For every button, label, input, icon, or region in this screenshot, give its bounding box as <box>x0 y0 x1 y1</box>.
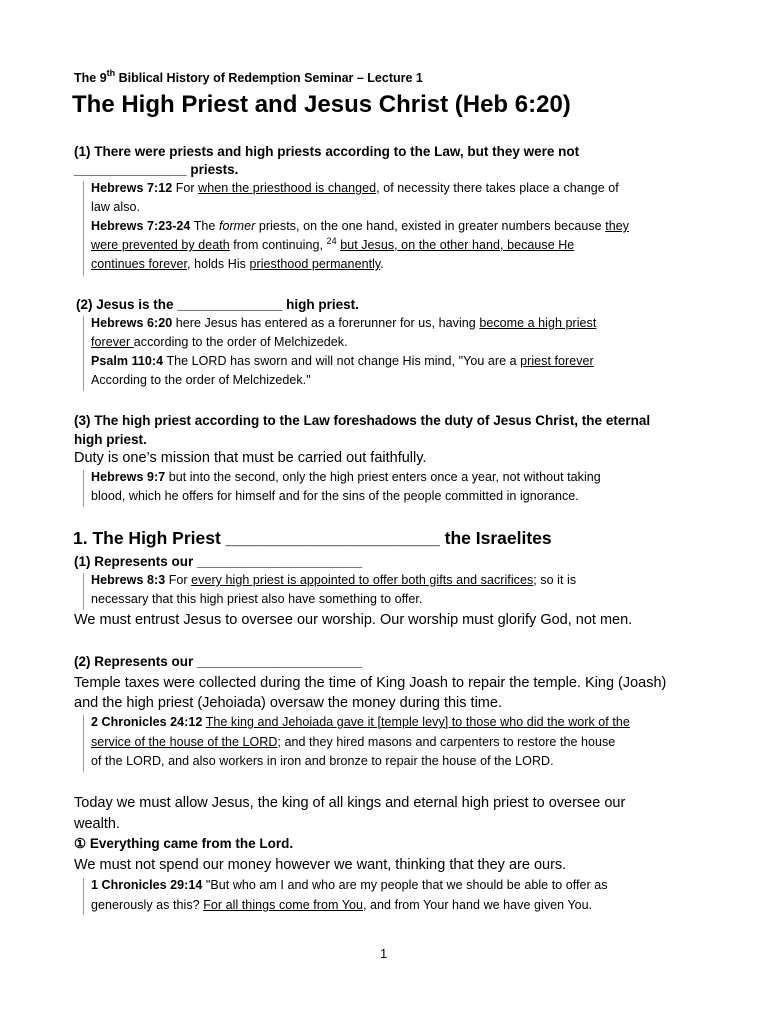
verse-line: law also. <box>91 200 141 214</box>
page-number: 1 <box>380 946 388 961</box>
point1-heading-line2: _______________ priests. <box>74 162 239 177</box>
verse-line: forever according to the order of Melchizedek. <box>91 335 348 349</box>
verse-1-chronicles-29-14: 1 Chronicles 29:14 "But who am I and who are my people that we should be able to offer as <box>91 878 608 892</box>
quote-bar <box>83 573 84 610</box>
body-text: Today we must allow Jesus, the king of all kings and eternal high priest to oversee our <box>74 795 626 811</box>
point3-heading-line1: (3) The high priest according to the Law foreshadows the duty of Jesus Christ, the eternal <box>74 413 651 428</box>
page-title: The High Priest and Jesus Christ (Heb 6:20) <box>72 91 571 118</box>
sub1-heading: (1) Represents our ______________________ <box>74 554 363 569</box>
verse-line: continues forever, holds His priesthood permanently. <box>91 257 384 271</box>
numbered-point-heading: ① Everything came from the Lord. <box>74 836 294 851</box>
verse-psalm-110-4: Psalm 110:4 The LORD has sworn and will not change His mind, "You are a priest forever <box>91 354 594 368</box>
point1-heading-line1: (1) There were priests and high priests according to the Law, but they were not <box>74 144 580 159</box>
verse-line: According to the order of Melchizedek." <box>91 373 311 387</box>
quote-bar <box>83 181 84 276</box>
quote-bar <box>83 470 84 507</box>
verse-line: service of the house of the LORD; and they hired masons and carpenters to restore the house <box>91 735 616 749</box>
point3-heading-line2: high priest. <box>74 432 147 447</box>
verse-hebrews-6-20: Hebrews 6:20 here Jesus has entered as a forerunner for us, having become a high priest <box>91 316 597 330</box>
body-text: We must entrust Jesus to oversee our worship. Our worship must glorify God, not men. <box>74 612 633 628</box>
quote-bar <box>83 878 84 915</box>
point2-heading: (2) Jesus is the ______________ high priest. <box>76 297 359 312</box>
verse-2-chronicles-24-12: 2 Chronicles 24:12 The king and Jehoiada gave it [temple levy] to those who did the work of the <box>91 715 630 729</box>
verse-hebrews-7-23-24: Hebrews 7:23-24 The former priests, on the one hand, existed in greater numbers because they <box>91 219 630 233</box>
body-text: We must not spend our money however we want, thinking that they are ours. <box>74 857 567 873</box>
verse-line: were prevented by death from continuing, $^{24}$ but Jesus, on the other hand, because He <box>91 236 575 252</box>
verse-line: necessary that this high priest also have something to offer. <box>91 592 423 606</box>
body-text: and the high priest (Jehoiada) oversaw the money during this time. <box>74 695 502 711</box>
verse-hebrews-7-12: Hebrews 7:12 For when the priesthood is changed, of necessity there takes place a change of <box>91 181 619 195</box>
verse-line: generously as this? For all things come from You, and from Your hand we have given You. <box>91 898 593 912</box>
sub2-heading: (2) Represents our ______________________ <box>74 654 363 669</box>
verse-line: blood, which he offers for himself and for the sins of the people committed in ignorance. <box>91 489 579 503</box>
verse-hebrews-8-3: Hebrews 8:3 For every high priest is appointed to offer both gifts and sacrifices; so it is <box>91 573 577 587</box>
series-line: The 9th Biblical History of Redemption Seminar – Lecture 1 <box>74 68 423 85</box>
body-text: Temple taxes were collected during the time of King Joash to repair the temple. King (Joash) <box>74 675 667 691</box>
circled-number: ① <box>74 836 87 851</box>
quote-bar <box>83 715 84 772</box>
section-heading: 1. The High Priest ______________________ the Israelites <box>73 528 552 548</box>
body-text: Duty is one’s mission that must be carried out faithfully. <box>74 450 427 466</box>
verse-hebrews-9-7: Hebrews 9:7 but into the second, only the high priest enters once a year, not without taking <box>91 470 601 484</box>
quote-bar <box>83 316 84 391</box>
body-text: wealth. <box>74 816 120 832</box>
verse-line: of the LORD, and also workers in iron and bronze to repair the house of the LORD. <box>91 754 554 768</box>
